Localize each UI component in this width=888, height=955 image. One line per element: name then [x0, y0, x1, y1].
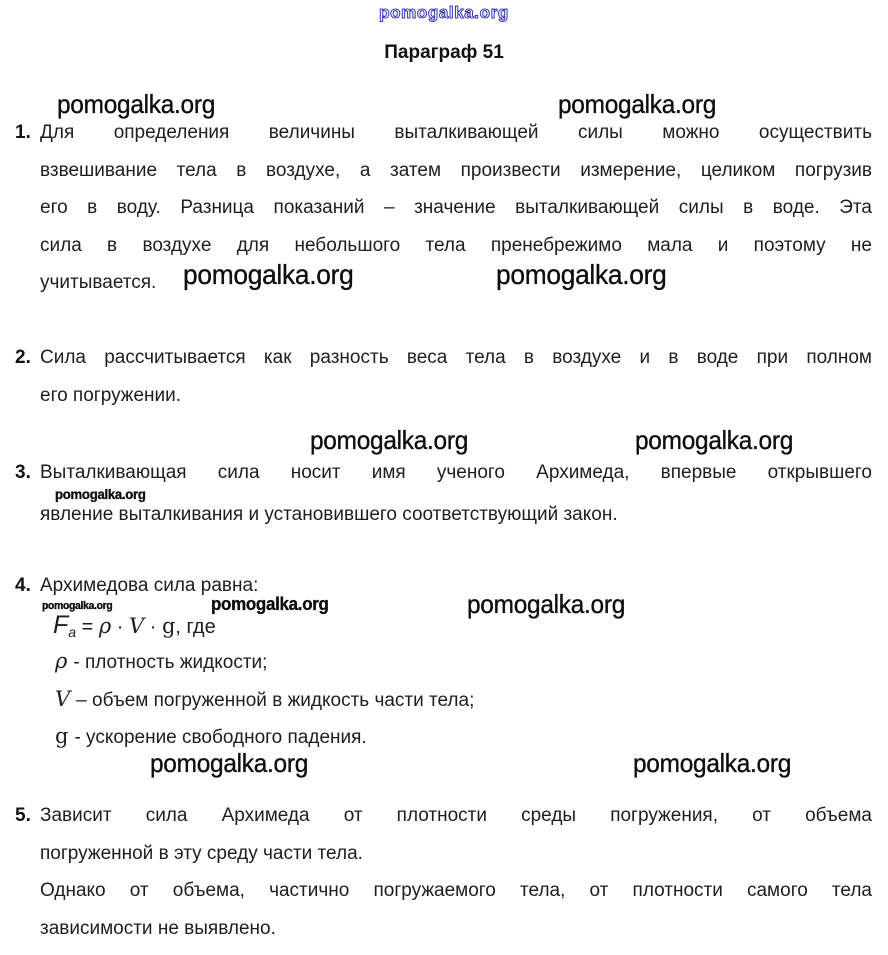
watermark: pomogalka.org — [635, 425, 794, 455]
answer-item-1 — [15, 114, 872, 302]
formula-g: g — [161, 614, 176, 638]
item-number: 4. — [15, 575, 31, 596]
definition-volume — [55, 686, 474, 714]
page-title: Параграф 51 — [384, 42, 504, 63]
text-line: Для определения величины выталкивающей силы можно осуществить — [40, 122, 872, 143]
definition-text: – объем погруженной в жидкость части тела; — [76, 690, 475, 711]
symbol-rho: ρ — [55, 649, 68, 673]
text-line: его в воду. Разница показаний – значение выталкивающей силы в воде. Эта — [40, 197, 872, 218]
text-line: взвешивание тела в воздухе, а затем произвести измерение, целиком погрузив — [40, 159, 872, 181]
answer-item-5 — [15, 797, 872, 947]
watermark: pomogalka.org — [150, 748, 309, 778]
site-watermark-blue: pomogalka.org — [379, 3, 509, 22]
formula-rho: ρ — [98, 614, 112, 638]
formula-subscript: a — [68, 624, 77, 640]
watermark: pomogalka.org — [211, 594, 329, 614]
watermark: pomogalka.org — [467, 589, 626, 619]
item-number: 3. — [15, 462, 31, 483]
archimedes-formula — [53, 611, 216, 646]
definition-rho — [55, 648, 267, 676]
item-number: 2. — [15, 347, 31, 368]
item-header: Архимедова сила равна: — [40, 575, 259, 596]
watermark: pomogalka.org — [558, 89, 717, 119]
formula-dot: · — [144, 616, 162, 638]
text-line: погруженной в эту среду части тела. — [40, 842, 363, 864]
text-line: Выталкивающая сила носит имя ученого Архимеда, впервые открывшего — [40, 462, 872, 483]
symbol-volume: V — [55, 687, 71, 711]
watermark: pomogalka.org — [55, 486, 146, 502]
answer-item-3 — [15, 461, 872, 526]
formula-equals: = — [76, 616, 99, 638]
formula-f: F — [53, 611, 69, 639]
text-line: явление выталкивания и установившего соответствующий закон. — [40, 504, 618, 526]
text-line: сила в воздухе для небольшого тела пренебрежимо мала и поэтому не — [40, 234, 872, 256]
formula-tail: , где — [175, 616, 216, 638]
watermark-row — [55, 485, 872, 502]
answer-item-2 — [15, 339, 872, 414]
watermark: pomogalka.org — [57, 89, 216, 119]
formula-volume: V — [129, 614, 145, 638]
watermark: pomogalka.org — [496, 259, 667, 290]
definition-text: - плотность жидкости; — [73, 652, 268, 673]
watermark: pomogalka.org — [42, 600, 113, 612]
watermark: pomogalka.org — [183, 259, 354, 290]
definition-g — [55, 723, 367, 751]
definition-text: - ускорение свободного падения. — [74, 727, 367, 748]
text-line: Сила рассчитывается как разность веса тела в воздухе и в воде при полном — [40, 347, 872, 368]
watermark: pomogalka.org — [633, 748, 792, 778]
item-number: 5. — [15, 805, 31, 826]
text-line: Зависит сила Архимеда от плотности среды погружения, от объема — [40, 805, 872, 826]
text-line: зависимости не выявлено. — [40, 917, 276, 939]
answer-item-4 — [15, 574, 872, 774]
symbol-g: g — [55, 724, 69, 748]
formula-dot: · — [111, 616, 130, 638]
text-line: Однако от объема, частично погружаемого тела, от плотности самого тела — [40, 880, 872, 901]
text-line: учитывается. — [40, 272, 157, 293]
item-number: 1. — [15, 122, 31, 143]
text-line: его погружении. — [40, 384, 182, 406]
watermark: pomogalka.org — [310, 425, 469, 455]
